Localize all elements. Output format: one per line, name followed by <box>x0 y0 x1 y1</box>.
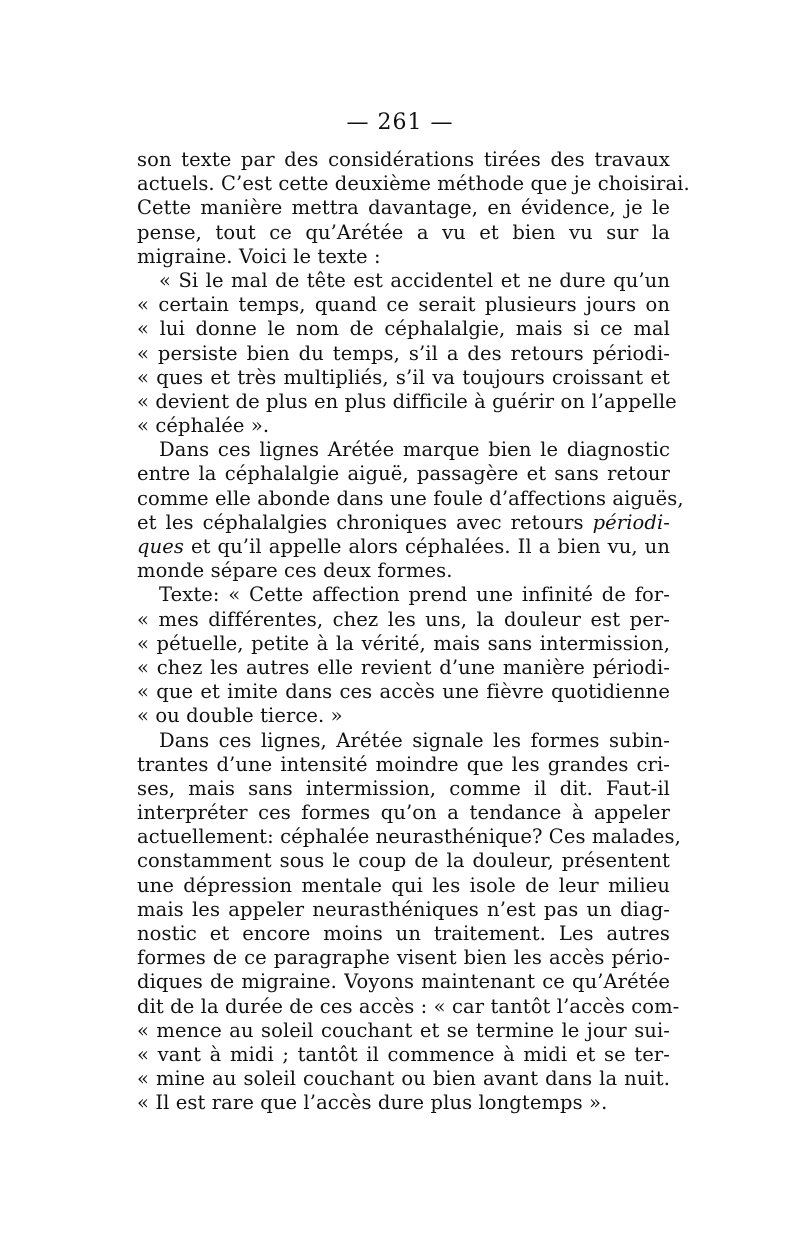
text-line: « mes différentes, chez les uns, la douleur est per- <box>137 607 670 631</box>
text-line: « Si le mal de tête est accidentel et ne dure qu’un <box>159 268 670 292</box>
text-line: migraine. Voici le texte : <box>137 244 381 268</box>
text-line: formes de ce paragraphe visent bien les accès pério- <box>137 946 670 970</box>
text-line: entre la céphalalgie aiguë, passagère et sans retour <box>137 462 670 486</box>
text-line: trantes d’une intensité moindre que les grandes cri- <box>137 752 670 776</box>
text-line: « chez les autres elle revient d’une manière périodi- <box>137 655 670 679</box>
body-text <box>137 148 690 1116</box>
text-line: « certain temps, quand ce serait plusieurs jours on <box>137 293 670 317</box>
text-line: Texte: « Cette affection prend une infinité de for- <box>159 583 670 607</box>
text-line: « persiste bien du temps, s’il a des retours périodi- <box>137 341 670 365</box>
text-line: interpréter ces formes qu’on a tendance à appeler <box>137 801 670 825</box>
text-line: ques et qu’il appelle alors céphalées. Il a bien vu, un <box>137 535 670 558</box>
text-line: diques de migraine. Voyons maintenant ce qu’Arétée <box>137 970 670 994</box>
text-line: « vant à midi ; tantôt il commence à midi et se ter- <box>137 1042 670 1066</box>
text-line: actuels. C’est cette deuxième méthode que je choisirai. <box>137 172 690 196</box>
text-line: mais les appeler neurasthéniques n’est pas un diag- <box>137 897 670 921</box>
text-line: « mine au soleil couchant ou bien avant dans la nuit. <box>137 1067 670 1091</box>
text-line: monde sépare ces deux formes. <box>137 559 453 583</box>
text-line: Dans ces lignes, Arétée signale les formes subin- <box>159 728 670 752</box>
text-line: « devient de plus en plus difficile à guérir on l’appelle <box>137 389 677 413</box>
text-line: « mence au soleil couchant et se termine le jour sui- <box>137 1018 670 1042</box>
text-line: « Il est rare que l’accès dure plus longtemps ». <box>137 1091 608 1115</box>
text-line: « que et imite dans ces accès une fièvre quotidienne <box>137 680 670 704</box>
text-line: pense, tout ce qu’Arétée a vu et bien vu sur la <box>137 220 670 244</box>
page-number: — 261 — <box>346 110 454 135</box>
text-line: nostic et encore moins un traitement. Les autres <box>137 922 670 945</box>
text-line: « céphalée ». <box>137 414 270 438</box>
text-line: constamment sous le coup de la douleur, présentent <box>137 849 670 873</box>
text-line: dit de la durée de ces accès : « car tantôt l’accès com- <box>137 994 680 1018</box>
text-line: « lui donne le nom de céphalalgie, mais si ce mal <box>137 317 670 341</box>
text-line: ses, mais sans intermission, comme il dit. Faut-il <box>137 776 670 800</box>
text-line: et les céphalalgies chroniques avec retours périodi- <box>137 510 670 534</box>
text-line: « ou double tierce. » <box>137 704 343 728</box>
text-line: « ques et très multipliés, s’il va toujours croissant et <box>137 365 670 389</box>
text-line: actuellement: céphalée neurasthénique? Ces malades, <box>137 825 681 849</box>
text-line: Cette manière mettra davantage, en évidence, je le <box>137 196 670 220</box>
text-line: son texte par des considérations tirées des travaux <box>137 148 670 171</box>
text-line: une dépression mentale qui les isole de leur milieu <box>137 873 670 897</box>
text-line: « pétuelle, petite à la vérité, mais sans intermission, <box>137 631 670 655</box>
text-line: comme elle abonde dans une foule d’affections aiguës, <box>137 486 684 510</box>
text-line: Dans ces lignes Arétée marque bien le diagnostic <box>159 438 670 462</box>
